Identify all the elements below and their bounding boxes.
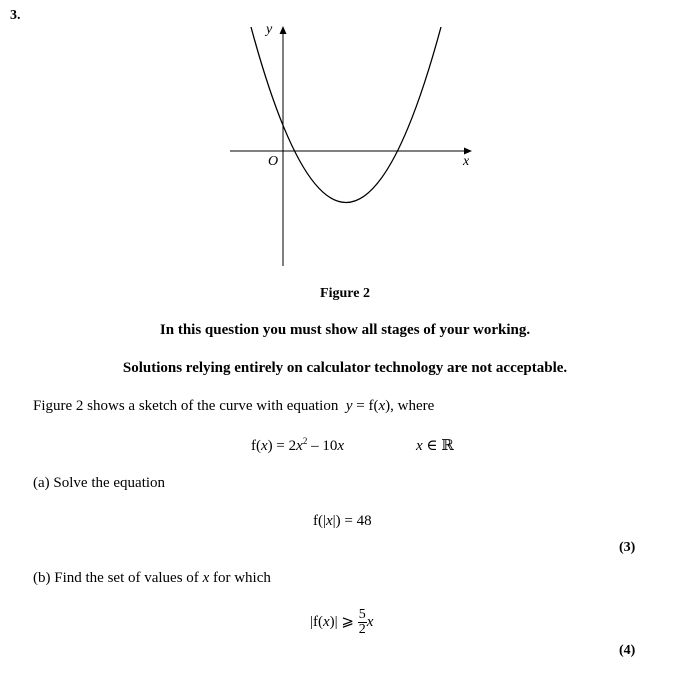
fdef-close: ) = 2	[267, 438, 297, 454]
fdef-var2: x	[296, 438, 303, 454]
part-b-ineq-mid: )| ⩾	[329, 613, 358, 630]
intro-eq-y: y	[345, 398, 353, 414]
part-b-label-var: x	[202, 570, 210, 586]
part-b-ineq-var2: x	[366, 613, 374, 630]
intro-eq-end: ), where	[385, 398, 435, 414]
intro-eq-rhs: = f(	[352, 398, 379, 414]
part-b-marks: (4)	[619, 643, 636, 658]
part-b-label	[33, 570, 271, 587]
fdef-rest: – 10	[307, 438, 338, 454]
y-axis-arrow	[280, 26, 287, 34]
part-a-marks: (3)	[619, 540, 636, 555]
part-b-ineq-var: x	[323, 613, 330, 630]
part-b-inequality	[310, 608, 373, 637]
part-b-label-start: (b) Find the set of values of	[33, 570, 203, 586]
part-b-label-end: for which	[209, 570, 271, 586]
fraction-numerator: 5	[358, 607, 366, 622]
parabola-curve	[251, 27, 441, 203]
part-a-label: (a) Solve the equation	[33, 475, 166, 491]
function-domain	[416, 436, 454, 455]
figure-caption: Figure 2	[320, 286, 370, 301]
fdef-power: 2	[302, 436, 308, 446]
intro-sentence: Figure 2 shows a sketch of the curve with equation	[33, 398, 339, 414]
function-definition	[251, 436, 344, 455]
intro-eq-var: x	[378, 398, 386, 414]
fdef-open: f(	[251, 438, 261, 454]
part-b-ineq-lhs: |f(	[310, 613, 323, 630]
part-a-eq-close: |) = 48	[332, 513, 372, 529]
domain-var: x	[416, 438, 423, 454]
part-a-equation	[313, 513, 372, 530]
part-a-eq-var: x	[326, 513, 333, 529]
part-a-eq-open: f(|	[313, 513, 326, 529]
intro-text	[33, 398, 434, 415]
figure-graph	[0, 0, 690, 275]
fraction-denominator: 2	[358, 622, 366, 637]
instruction-calculator: Solutions relying entirely on calculator technology are not acceptable.	[122, 360, 568, 376]
part-b-fraction	[358, 608, 367, 637]
y-axis-label: y	[266, 22, 273, 37]
fdef-var3: x	[337, 438, 344, 454]
fdef-var: x	[261, 438, 268, 454]
question-number: 3.	[10, 8, 21, 23]
x-axis-label: x	[463, 154, 470, 169]
domain-rest: ∈ ℝ	[422, 438, 454, 454]
instruction-working: In this question you must show all stages of your working.	[159, 322, 531, 338]
origin-label: O	[268, 154, 279, 169]
